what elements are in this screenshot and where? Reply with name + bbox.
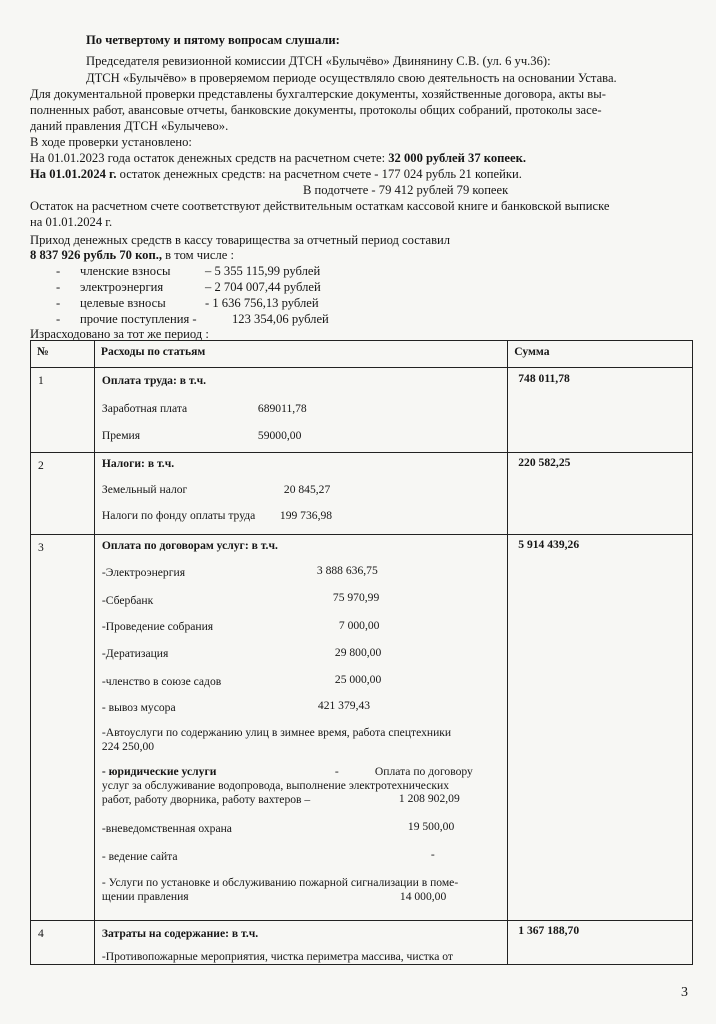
item-value: 14 000,00 xyxy=(399,890,447,903)
accountable-line: В подотчете - 79 412 рублей 79 копеек xyxy=(303,183,509,197)
item-label: Заработная плата xyxy=(101,402,188,415)
table-row xyxy=(31,368,693,453)
legal-services-label: - юридические услуги xyxy=(101,765,217,778)
income-item-label: членские взносы xyxy=(80,264,171,278)
item-label: Земельный налог xyxy=(101,483,188,496)
item-label: Премия xyxy=(101,429,141,442)
income-item-value: – 2 704 007,44 рублей xyxy=(205,280,321,294)
section-title: Оплата труда: в т.ч. xyxy=(101,374,207,387)
item-value: 421 379,43 xyxy=(317,699,371,712)
spent-line: Израсходовано за тот же период : xyxy=(30,327,209,341)
match-line: на 01.01.2024 г. xyxy=(30,215,113,229)
balance-2024-line xyxy=(30,167,522,182)
item-value: 19 500,00 xyxy=(407,820,455,833)
match-line: Остаток на расчетном счете соответствуют действительным остаткам кассовой книге и банковской выписке xyxy=(30,199,610,213)
row-num: 1 xyxy=(38,374,44,387)
income-amount: 8 837 926 рубль 70 коп., xyxy=(30,248,163,262)
item-value: 25 000,00 xyxy=(334,673,382,686)
section-title: Затраты на содержание: в т.ч. xyxy=(101,927,259,940)
income-item-label: целевые взносы xyxy=(80,296,166,310)
income-item-label: прочие поступления - xyxy=(80,312,197,326)
section-title: Налоги: в т.ч. xyxy=(101,457,175,470)
item-value: 199 736,98 xyxy=(279,509,333,522)
income-item xyxy=(56,296,376,311)
section-sum: 1 367 188,70 xyxy=(518,924,580,937)
paragraph-line: ДТСН «Булычёво» в проверяемом периоде осуществляло свою деятельность на основании Устава. xyxy=(86,71,617,85)
item-label: -Дератизация xyxy=(101,647,169,660)
income-item-value: - 1 636 756,13 рублей xyxy=(205,296,319,310)
balance-2024-date: На 01.01.2024 г. xyxy=(30,167,117,181)
col-header-num: № xyxy=(37,345,49,358)
income-item-dash: - xyxy=(56,296,61,310)
item-label: - вывоз мусора xyxy=(101,701,176,714)
income-item xyxy=(56,264,376,279)
balance-2024-text: остаток денежных средств: на расчетном счете - 177 024 рубль 21 копейки. xyxy=(116,167,522,181)
item-label: -Проведение собрания xyxy=(101,620,214,633)
item-label: -Электроэнергия xyxy=(101,566,186,579)
item-label: -Сбербанк xyxy=(101,594,154,607)
income-item-dash: - xyxy=(56,264,61,278)
legal-services-dash: - xyxy=(334,765,339,778)
income-item-label: электроэнергия xyxy=(80,280,164,294)
established-line: В ходе проверки установлено: xyxy=(30,135,192,149)
item-value: 689011,78 xyxy=(257,402,307,415)
fire-alarm-line: - Услуги по установке и обслуживанию пожарной сигнализации в поме- xyxy=(101,876,459,889)
income-item-dash: - xyxy=(56,312,61,326)
item-value: 7 000,00 xyxy=(338,619,380,632)
item-value: 59000,00 xyxy=(257,429,302,442)
table-row xyxy=(31,921,693,965)
paragraph-line: Для документальной проверки представлены бухгалтерские документы, хозяйственные договора, акты вы- xyxy=(30,87,606,101)
section-heading: По четвертому и пятому вопросам слушали: xyxy=(86,33,340,47)
item-label: Налоги по фонду оплаты труда xyxy=(101,509,256,522)
table-row xyxy=(31,535,693,921)
page-number: 3 xyxy=(681,985,688,1000)
speaker-line: Председателя ревизионной комиссии ДТСН «Булычёво» Двинянину С.В. (ул. 6 уч.36): xyxy=(86,54,551,68)
row-num: 4 xyxy=(38,927,44,940)
table-header-row xyxy=(31,341,693,368)
auto-services-value: 224 250,00 xyxy=(101,740,155,753)
item-value: - xyxy=(430,848,435,861)
income-item-value: – 5 355 115,99 рублей xyxy=(205,264,321,278)
row-num: 3 xyxy=(38,541,44,554)
item-label: -вневедомственная охрана xyxy=(101,822,232,835)
paragraph-line: даний правления ДТСН «Булычево». xyxy=(30,119,229,133)
item-label: -членство в союзе садов xyxy=(101,675,222,688)
section-sum: 748 011,78 xyxy=(518,372,570,385)
item-value: 29 800,00 xyxy=(334,646,382,659)
income-item-dash: - xyxy=(56,280,61,294)
item-value: 75 970,99 xyxy=(332,591,380,604)
income-suffix: в том числе : xyxy=(162,248,234,262)
section-line: -Противопожарные мероприятия, чистка периметра массива, чистка от xyxy=(101,950,454,963)
contract-line: услуг за обслуживание водопровода, выполнение электротехнических xyxy=(101,779,449,792)
contract-line: работ, работу дворника, работу вахтеров – xyxy=(101,793,311,806)
section-sum: 5 914 439,26 xyxy=(518,538,580,551)
item-value: 20 845,27 xyxy=(283,483,331,496)
section-title: Оплата по договорам услуг: в т.ч. xyxy=(101,539,278,552)
col-header-sum: Сумма xyxy=(514,345,550,358)
balance-2023-text: На 01.01.2023 года остаток денежных средств на расчетном счете: xyxy=(30,151,389,165)
income-item xyxy=(56,312,376,327)
contract-label: Оплата по договору xyxy=(374,765,473,778)
income-item-value: 123 354,06 рублей xyxy=(232,312,329,326)
expenses-table xyxy=(30,340,693,965)
col-header-article: Расходы по статьям xyxy=(100,345,206,358)
income-line: Приход денежных средств в кассу товарищества за отчетный период составил xyxy=(30,233,451,247)
contract-value: 1 208 902,09 xyxy=(398,792,460,805)
table-row xyxy=(31,453,693,535)
section-sum: 220 582,25 xyxy=(518,456,571,469)
balance-2023-line xyxy=(30,151,526,166)
auto-services-line: -Автоуслуги по содержанию улиц в зимнее время, работа спецтехники xyxy=(101,726,452,739)
balance-2023-amount: 32 000 рублей 37 копеек. xyxy=(388,151,526,165)
income-item xyxy=(56,280,376,295)
row-num: 2 xyxy=(38,459,44,472)
income-total-line xyxy=(30,248,234,263)
fire-alarm-line: щении правления xyxy=(101,890,189,903)
item-value: 3 888 636,75 xyxy=(316,564,378,577)
paragraph-line: полненных работ, авансовые отчеты, банковские документы, протоколы общих собраний, протоколы засе- xyxy=(30,103,602,117)
item-label: - ведение сайта xyxy=(101,850,178,863)
